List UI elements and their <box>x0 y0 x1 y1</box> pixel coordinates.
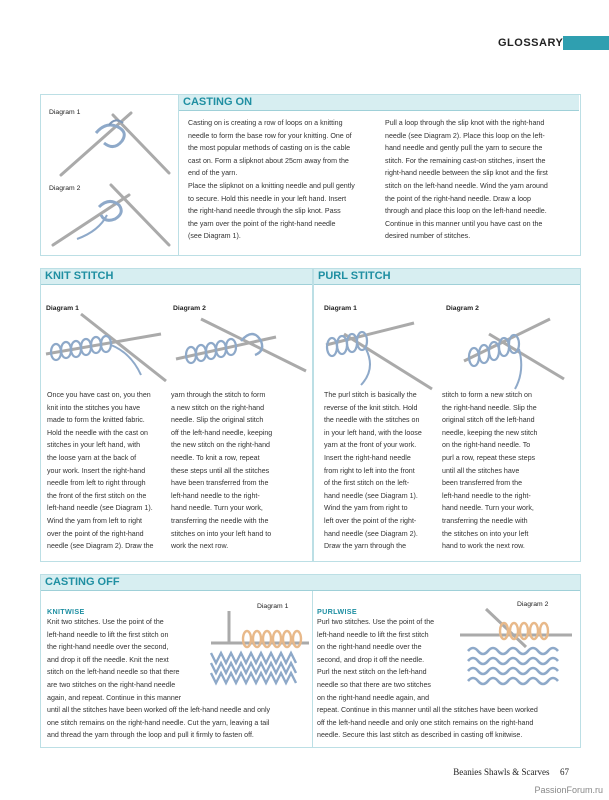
text-line: left over the point of the right- <box>324 516 417 525</box>
text-line: your work. Insert the right-hand <box>47 466 146 475</box>
text-line: needle. Secure this last stitch as described in casting off knitwise. <box>317 731 523 740</box>
text-line: Casting on is creating a row of loops on a knitting <box>188 119 343 127</box>
casting-on-text-col1 <box>188 117 378 243</box>
text-line: the right-hand needle. Slip the <box>442 403 537 412</box>
text-line: needle (see Diagram 2). Place this loop on the left- <box>385 131 545 140</box>
text-line: been transferred from the <box>442 479 523 488</box>
text-line: needle (see Diagram 2). Draw the <box>47 542 154 551</box>
text-line: hand needle (see Diagram 2). <box>324 529 418 538</box>
text-line: hand needle. Turn your work, <box>171 504 263 513</box>
text-line: one stitch remains on the right-hand needle. Cut the yarn, leaving a tail <box>47 718 270 727</box>
text-line: the loose yarn at the back of <box>47 453 137 462</box>
text-line: purl a row, repeat these steps <box>442 453 536 462</box>
text-line: the point of the right-hand needle. Draw a loop <box>385 194 531 203</box>
text-line: the stitches on into your left <box>442 529 529 538</box>
text-line: hand to work the next row. <box>442 542 525 551</box>
text-line: until all the stitches have <box>442 466 520 475</box>
text-line: hand needle. Turn your work, <box>442 504 534 513</box>
text-line: Hold the needle with the cast on <box>47 428 148 437</box>
text-line: are two stitches on the right-hand needle <box>47 680 176 689</box>
page-number: 67 <box>560 767 569 777</box>
text-line: the most popular methods of casting on is the cable <box>188 144 351 153</box>
purl-diagram2-label: Diagram 2 <box>446 305 479 312</box>
text-line: off the left-hand needle, keeping <box>171 428 273 437</box>
purl-stitch-box <box>313 268 581 562</box>
text-line: needle, keeping the new stitch <box>442 428 538 437</box>
purlwise-subhead: PURLWISE <box>317 607 357 616</box>
text-line: to secure. Hold this needle in your left hand. Insert <box>188 194 347 203</box>
text-line: (see Diagram 1). <box>188 232 241 241</box>
text-line: left-hand needle to the right- <box>442 491 531 500</box>
page-footer <box>453 767 569 777</box>
casting-on-needles-illustration <box>41 95 178 255</box>
knit-diagram1-label: Diagram 1 <box>46 305 79 312</box>
text-line: stitch on the left-hand needle. Wind the yarn around <box>385 181 548 190</box>
casting-off-heading: CASTING OFF <box>41 575 580 591</box>
text-line: The purl stitch is basically the <box>324 391 417 399</box>
casting-on-diagram2-label: Diagram 2 <box>49 185 81 192</box>
text-line: needle. Slip the original stitch <box>171 416 264 425</box>
text-line: left-hand needle to lift the first stitch on <box>47 630 169 639</box>
text-line: off the left-hand needle and only one stitch remains on the right-hand <box>317 718 534 727</box>
casting-on-text-col2 <box>385 117 575 243</box>
casting-off-box <box>40 574 581 748</box>
text-line: Insert the right-hand needle <box>324 453 411 462</box>
text-line: hand needle and gently pull the yarn to secure the <box>385 144 543 153</box>
text-line: and drop it off the needle. Knit the next <box>47 655 169 664</box>
watermark: PassionForum.ru <box>534 785 603 795</box>
text-line: have been transferred from the <box>171 479 269 488</box>
knitwise-subhead: KNITWISE <box>47 607 85 616</box>
text-line: needle so that there are two stitches <box>317 680 431 689</box>
text-line: left-hand needle to the right- <box>171 491 260 500</box>
text-line: desired number of stitches. <box>385 232 471 241</box>
text-line: these steps until all the stitches <box>171 466 270 475</box>
purl-stitch-heading: PURL STITCH <box>314 269 580 285</box>
text-line: again, and repeat. Continue in this manner <box>47 693 182 702</box>
casting-on-diagram-panel <box>41 95 179 255</box>
text-line: Once you have cast on, you then <box>47 391 151 399</box>
text-line: Knit two stitches. Use the point of the <box>47 618 164 626</box>
text-line: stitches on into your left hand to <box>171 529 272 538</box>
purl-stitch-illustration <box>314 309 580 389</box>
text-line: Wind the yarn from right to <box>324 504 408 513</box>
text-line: transferring the needle with <box>442 516 528 525</box>
text-line: yarn at the front of your work. <box>324 441 417 450</box>
text-line: stitch on the left-hand needle so that there <box>47 668 180 677</box>
text-line: the new stitch on the right-hand <box>171 441 270 450</box>
text-line: repeat. Continue in this manner until all the stitches have been worked <box>317 706 538 714</box>
purlwise-diagram-label: Diagram 2 <box>517 601 549 608</box>
text-line: Wind the yarn from left to right <box>47 516 143 525</box>
text-line: end of the yarn. <box>188 169 238 178</box>
casting-on-diagram1-label: Diagram 1 <box>49 109 81 116</box>
knitwise-text-continued <box>47 704 309 742</box>
casting-on-heading: CASTING ON <box>179 95 579 111</box>
text-line: the right-hand needle over the second, <box>47 643 169 652</box>
text-line: stitch to form a new stitch on <box>442 391 532 399</box>
text-line: reverse of the knit stitch. Hold <box>324 403 418 412</box>
text-line: Continue in this manner until you have cast on the <box>385 219 543 228</box>
knit-stitch-illustration <box>41 309 312 389</box>
text-line: Purl the next stitch on the left-hand <box>317 668 427 677</box>
text-line: needle. To knit a row, repeat <box>171 453 260 462</box>
knit-stitch-text-col1 <box>47 389 169 553</box>
text-line: Pull a loop through the slip knot with the right-hand <box>385 119 545 127</box>
text-line: the needle with the stitches on <box>324 416 420 425</box>
text-line: the yarn over the point of the right-hand needle <box>188 219 336 228</box>
purl-diagram1-label: Diagram 1 <box>324 305 357 312</box>
text-line: cast on. Form a slipknot about 25cm away from the <box>188 156 349 165</box>
text-line: left-hand needle (see Diagram 1). <box>47 504 153 513</box>
text-line: on the right-hand needle. To <box>442 441 531 450</box>
knit-diagram2-label: Diagram 2 <box>173 305 206 312</box>
casting-off-divider <box>312 591 313 747</box>
knit-stitch-heading: KNIT STITCH <box>41 269 312 285</box>
purlwise-text-continued <box>317 704 579 742</box>
knitwise-diagram-label: Diagram 1 <box>257 603 289 610</box>
purl-stitch-text-col1 <box>324 389 444 553</box>
text-line: the right-hand needle through the slip knot. Pass <box>188 207 341 216</box>
text-line: needle from left to right through <box>47 479 146 488</box>
purlwise-cast-off-illustration <box>456 607 576 697</box>
text-line: and thread the yarn through the loop and pull it firmly to fasten off. <box>47 731 254 740</box>
text-line: yarn through the stitch to form <box>171 391 266 399</box>
book-title: Beanies Shawls & Scarves <box>453 767 550 777</box>
text-line: on the right-hand needle again, and <box>317 693 430 702</box>
text-line: a new stitch on the right-hand <box>171 403 265 412</box>
text-line: Place the slipknot on a knitting needle and pull gently <box>188 181 355 190</box>
text-line: the front of the first stitch on the <box>47 491 147 500</box>
text-line: second, and drop it off the needle. <box>317 655 425 664</box>
text-line: stitches in your left hand, with <box>47 441 141 450</box>
text-line: through and place this loop on the left-hand needle. <box>385 207 547 216</box>
title-accent-bar <box>563 36 609 50</box>
page-title: GLOSSARY <box>498 37 564 49</box>
text-line: of the first stitch on the left- <box>324 479 410 488</box>
text-line: work the next row. <box>171 542 229 551</box>
text-line: stitch. For the remaining cast-on stitches, insert the <box>385 156 546 165</box>
text-line: hand needle (see Diagram 1). <box>324 491 418 500</box>
text-line: on the right-hand needle over the <box>317 643 422 652</box>
text-line: right-hand needle between the slip knot and the first <box>385 169 548 178</box>
text-line: needle to form the base row for your knitting. One of <box>188 131 352 140</box>
text-line: transferring the needle with the <box>171 516 269 525</box>
text-line: knit into the stitches you have <box>47 403 141 412</box>
text-line: made to form the knitted fabric. <box>47 416 145 425</box>
text-line: Purl two stitches. Use the point of the <box>317 618 435 626</box>
text-line: original stitch off the left-hand <box>442 416 535 425</box>
purl-stitch-text-col2 <box>442 389 568 553</box>
text-line: until all the stitches have been worked off the left-hand needle and only <box>47 706 271 714</box>
casting-on-box <box>40 94 581 256</box>
text-line: from right to left into the front <box>324 466 415 475</box>
text-line: left-hand needle to lift the first stitch <box>317 630 429 639</box>
text-line: Draw the yarn through the <box>324 542 407 551</box>
knitwise-cast-off-illustration <box>201 603 311 695</box>
text-line: over the point of the right-hand <box>47 529 144 538</box>
knit-stitch-box <box>40 268 313 562</box>
text-line: in your left hand, with the loose <box>324 428 422 437</box>
knit-stitch-text-col2 <box>171 389 293 553</box>
